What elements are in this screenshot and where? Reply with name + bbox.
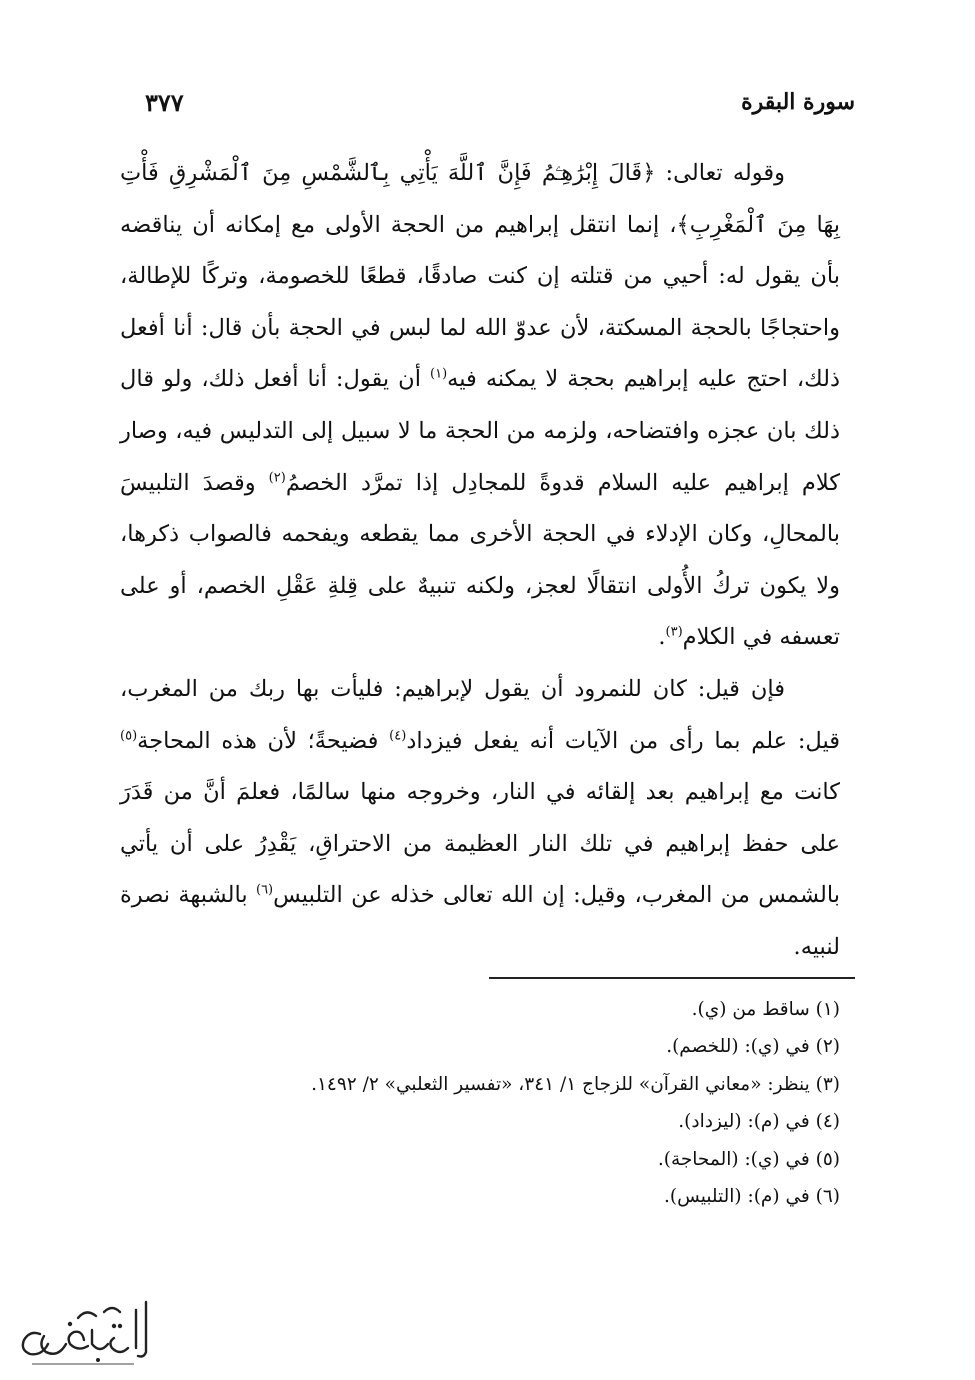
footnote-1: (١) ساقط من (ي). (691, 999, 840, 1020)
paragraph-intro: وقوله تعالى: (655, 160, 785, 186)
quran-verse: ﴿قَالَ إِبْرَٰهِـۧمُ فَإِنَّ ٱللَّهَ يَأْتِي بِٱلشَّمْسِ مِنَ ٱلْمَشْرِقِ فَأْتِ بِهَا مِنَ ٱلْمَغْرِبِ﴾ (120, 160, 840, 238)
calligraphy-logo-icon (8, 1282, 158, 1374)
paragraph-2 (120, 664, 840, 974)
paragraph-text: . (658, 624, 666, 651)
paragraph-text: بالشبهة نصرة لنبيه. (120, 882, 840, 960)
paragraph-1 (120, 148, 840, 664)
footnote-2: (٢) في (ي): (للخصم). (666, 1036, 840, 1058)
footnote-ref-1[interactable]: (١) (430, 366, 448, 382)
publisher-logo (8, 1282, 158, 1374)
footnote-3: (٣) ينظر: «معاني القرآن» للزجاج ١/ ٣٤١، «تفسير الثعلبي» ٢/ ١٤٩٢. (311, 1073, 840, 1095)
main-text (120, 148, 840, 974)
paragraph-text: ، إنما انتقل إبراهيم من الحجة الأولى مع إمكانه أن يناقضه بأن يقول له: أحيي من قتلته إن كنت صادقًا، قطعًا للخصومة، وتركًا للإطالة، واحتجاجًا بالحجة المسكتة، لأن عدوّ الله لما لبس في الحجة بأن قال: أنا أفعل ذلك، احتج عليه إبراهيم بحجة لا يمكنه فيه (120, 211, 840, 393)
footnote-6: (٦) في (م): (التلبيس). (664, 1186, 840, 1208)
paragraph-text: فإن قيل: كان للنمرود أن يقول لإبراهيم: فليأت بها ربك من المغرب، قيل: علم بما رأى من الآيات أنه يفعل فيزداد (120, 675, 840, 754)
footnote-separator (489, 977, 855, 979)
footnote-ref-2[interactable]: (٢) (268, 470, 286, 486)
paragraph-text: وقصدَ التلبيسَ بالمحالِ، وكان الإدلاء في الحجة الأخرى مما يقطعه ويفحمه فالصواب ذكرها، ولا يكون تركُ الأُولى انتقالًا لعجز، ولكنه تنبيهٌ على قِلةِ عَقْلِ الخصم، أو على تعسفه في الكلام (120, 469, 840, 651)
paragraph-text: أن يقول: أنا أفعل ذلك، ولو قال ذلك بان عجزه وافتضاحه، ولزمه من الحجة ما لا سبيل إلى التدليس فيه، وصار كلام إبراهيم عليه السلام قدوةً للمجادِل إذا تمرَّد الخصمُ (120, 366, 840, 496)
surah-title: سورة البقرة (741, 89, 855, 115)
footnote-ref-5[interactable]: (٥) (120, 728, 138, 744)
page-header (145, 82, 855, 122)
footnote-ref-3[interactable]: (٣) (665, 624, 683, 640)
paragraph-text: كانت مع إبراهيم بعد إلقائه في النار، وخروجه منها سالمًا، فعلمَ أنَّ من قَدَرَ على حفظ إبراهيم في تلك النار العظيمة من الاحتراقِ، يَقْدِرُ على أن يأتي بالشمس من المغرب، وقيل: إن الله تعالى خذله عن التلبيس (120, 779, 841, 909)
footnotes (120, 991, 840, 1215)
footnote-ref-4[interactable]: (٤) (389, 728, 407, 744)
paragraph-text: فضيحةً؛ لأن هذه المحاجة (137, 727, 390, 754)
footnote-4: (٤) في (م): (ليزداد). (678, 1111, 840, 1133)
footnote-5: (٥) في (ي): (المحاجة). (657, 1148, 840, 1170)
page-number: ٣٧٧ (145, 87, 184, 117)
footnote-ref-6[interactable]: (٦) (255, 882, 274, 898)
